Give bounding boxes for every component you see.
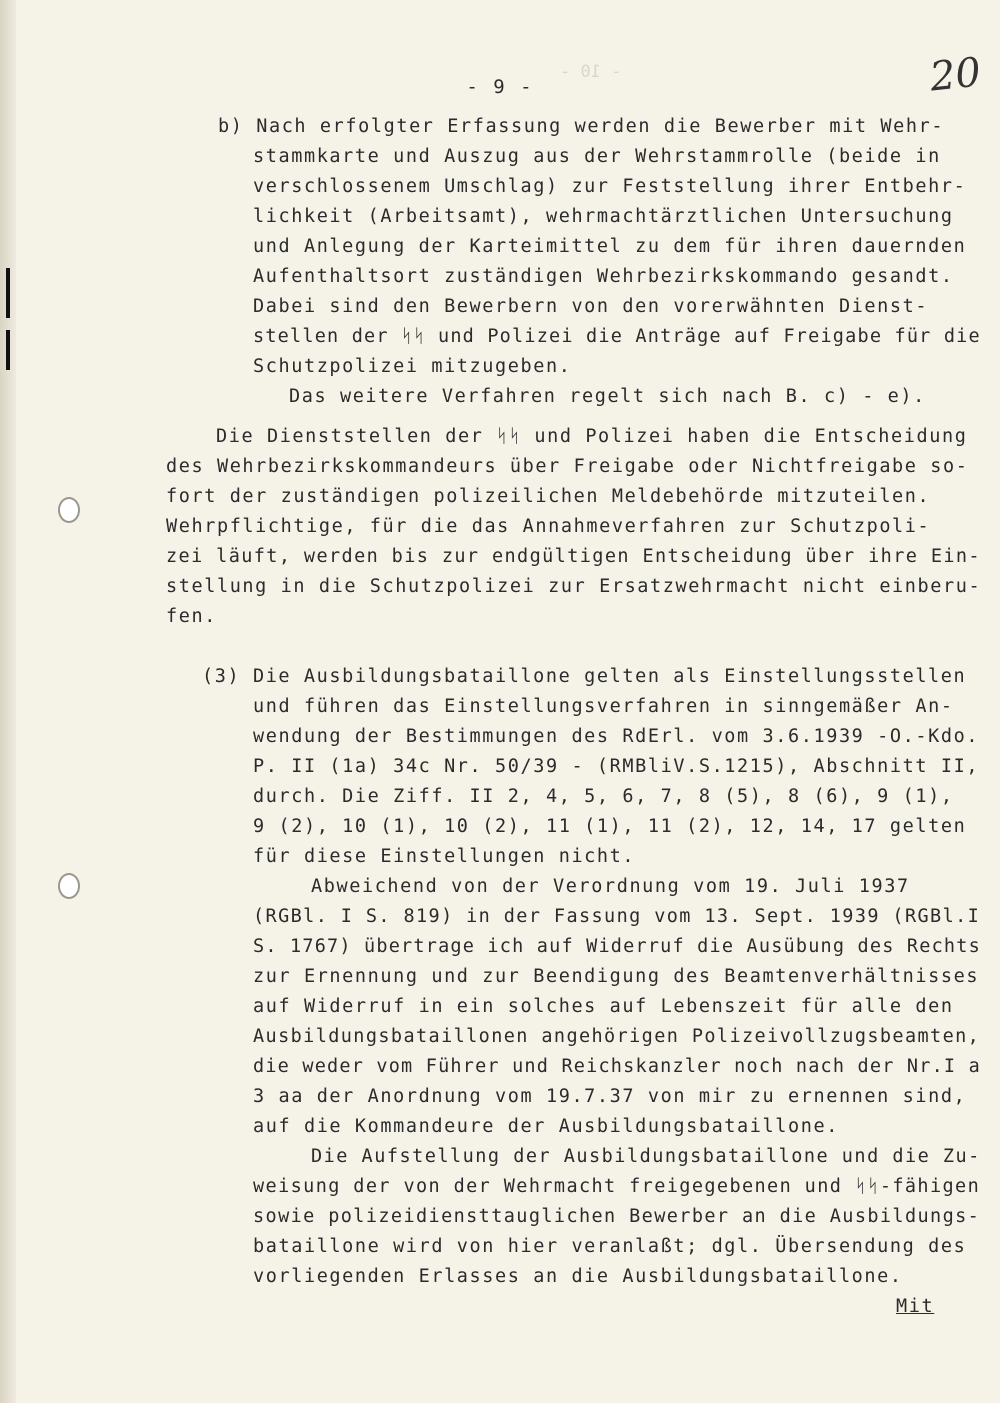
text-line: zur Ernennung und zur Beendigung des Beamtenverhältnisses [253,966,980,987]
text-line: Aufenthaltsort zuständigen Wehrbezirkskommando gesandt. [253,266,954,287]
text-line: wendung der Bestimmungen des RdErl. vom 3.6.1939 -O.-Kdo. [253,726,980,747]
text-line: fort der zuständigen polizeilichen Meldebehörde mitzuteilen. [166,486,931,507]
text-line: 3 aa der Anordnung vom 19.7.37 von mir zu ernennen sind, [253,1086,967,1107]
text-line: weisung der von der Wehrmacht freigegebenen und ᛋᛋ-fähigen [253,1176,981,1197]
text-line: auf die Kommandeure der Ausbildungsbataillone. [253,1116,839,1137]
text-line: des Wehrbezirkskommandeurs über Freigabe oder Nichtfreigabe so- [166,456,969,477]
page-edge [0,0,16,1403]
page-number: - 9 - [466,76,534,98]
text-line: und führen das Einstellungsverfahren in sinngemäßer An- [253,696,954,717]
text-line: stellen der ᛋᛋ und Polizei die Anträge auf Freigabe für die [253,326,981,347]
text-line: bataillone wird von hier veranlaßt; dgl. Übersendung des [253,1236,967,1257]
text-line: 9 (2), 10 (1), 10 (2), 11 (1), 11 (2), 12, 14, 17 gelten [253,816,967,837]
text-line: auf Widerruf in ein solches auf Lebenszeit für alle den [253,996,954,1017]
text-line: für diese Einstellungen nicht. [253,846,636,867]
text-line: stammkarte und Auszug aus der Wehrstammrolle (beide in [253,146,941,167]
punch-hole [58,873,80,899]
text-line: fen. [166,606,217,627]
text-line: P. II (1a) 34c Nr. 50/39 - (RMBliV.S.1215), Abschnitt II, [253,756,980,777]
text-line: Schutzpolizei mitzugeben. [253,356,572,377]
text-line: sowie polizeidiensttauglichen Bewerber an die Ausbildungs- [253,1206,981,1227]
binding-mark [6,330,10,370]
text-line: lichkeit (Arbeitsamt), wehrmachtärztlichen Untersuchung [253,206,954,227]
bleed-through: - 10 - [560,62,622,82]
text-line: zei läuft, werden bis zur endgültigen Entscheidung über ihre Ein- [166,546,981,567]
text-line: Die Aufstellung der Ausbildungsbataillone und die Zu- [311,1146,981,1167]
text-line: S. 1767) übertrage ich auf Widerruf die Ausübung des Rechts [253,936,981,957]
binding-mark [6,268,10,318]
text-line: Dabei sind den Bewerbern von den vorerwähnten Dienst- [253,296,929,317]
text-line: stellung in die Schutzpolizei zur Ersatzwehrmacht nicht einberu- [166,576,982,597]
catchword: Mit [896,1296,935,1317]
text-line: Abweichend von der Verordnung vom 19. Juli 1937 [311,876,910,897]
text-line: Das weitere Verfahren regelt sich nach B. c) - e). [289,386,926,407]
handwritten-folio: 20 [927,49,984,101]
text-line: Wehrpflichtige, für die das Annahmeverfahren zur Schutzpoli- [166,516,931,537]
text-line: die weder vom Führer und Reichskanzler noch nach der Nr.I a [253,1056,981,1077]
text-line: Ausbildungsbataillonen angehörigen Polizeivollzugsbeamten, [253,1026,981,1047]
text-line: durch. Die Ziff. II 2, 4, 5, 6, 7, 8 (5), 8 (6), 9 (1), [253,786,954,807]
text-line: vorliegenden Erlasses an die Ausbildungsbataillone. [253,1266,903,1287]
punch-hole [58,497,80,523]
text-line: (RGBl. I S. 819) in der Fassung vom 13. Sept. 1939 (RGBl.I [253,906,981,927]
text-line: und Anlegung der Karteimittel zu dem für ihren dauernden [253,236,967,257]
text-line: b) Nach erfolgter Erfassung werden die Bewerber mit Wehr- [218,116,945,137]
text-line: (3) Die Ausbildungsbataillone gelten als Einstellungsstellen [202,666,967,687]
text-line: Die Dienststellen der ᛋᛋ und Polizei haben die Entscheidung [216,426,968,447]
text-line: verschlossenem Umschlag) zur Feststellung ihrer Entbehr- [253,176,967,197]
